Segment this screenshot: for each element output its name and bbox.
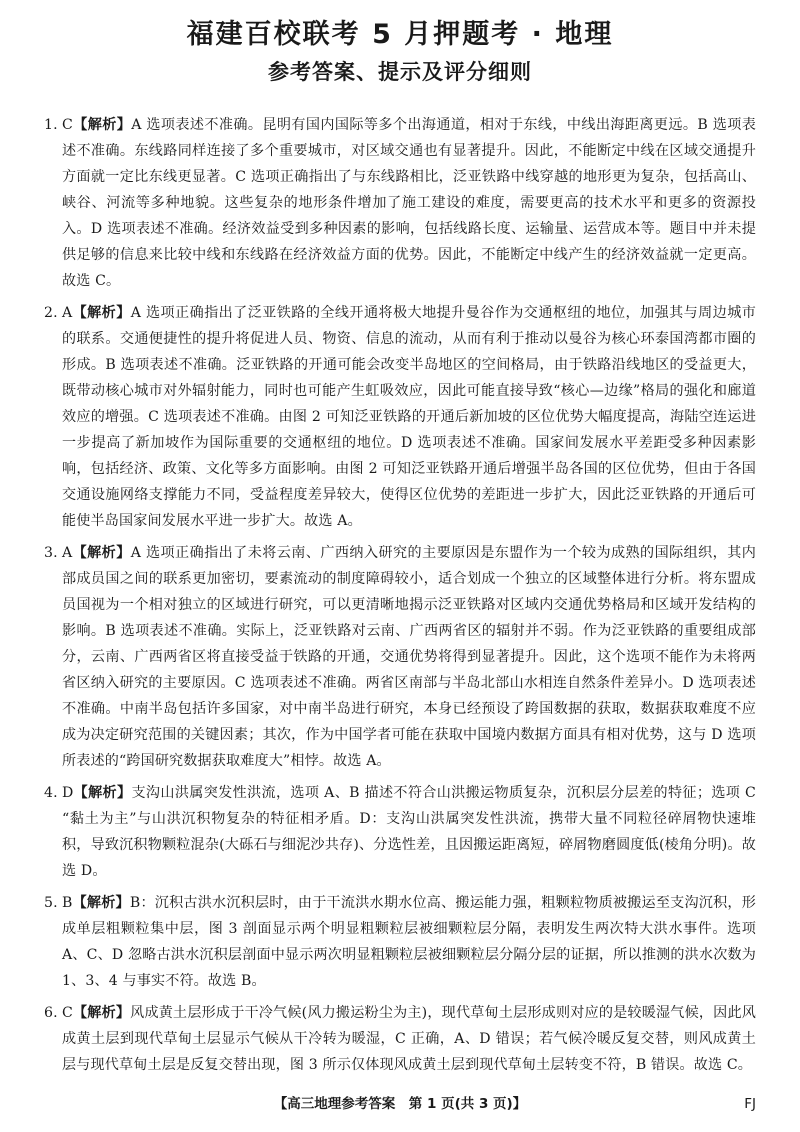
answer-text: 支沟山洪属突发性洪流，选项 A、B 描述不符合山洪搬运物质复杂，沉积层分层差的特征；选项 C “黏土为主”与山洪沉积物复杂的特征相矛盾。D：支沟山洪属突发性洪流，携带大量不同粒径碎屑物快速堆积，导致沉积物颗粒混杂(大砾石与细泥沙共存)、分选性差，且因搬运距离短，碎屑物磨圆度低(棱角分明)。故选 D。 <box>62 785 756 879</box>
answer-choice: A <box>62 305 73 321</box>
answer-number: 3. <box>44 545 58 561</box>
analysis-tag: 【解析】 <box>72 1005 131 1021</box>
page-footer <box>44 1093 756 1115</box>
page-title: 福建百校联考 5 月押题考 · 地理 <box>186 19 614 50</box>
analysis-tag: 【解析】 <box>72 545 131 561</box>
answer-text: A 选项正确指出了泛亚铁路的全线开通将极大地提升曼谷作为交通枢纽的地位，加强其与周边城市的联系。交通便捷性的提升将促进人员、物资、信息的流动，从而有利于推动以曼谷为核心环泰国湾都市圈的形成。B 选项表述不准确。泛亚铁路的开通可能会改变半岛地区的空间格局，由于铁路沿线地区的受益更大，既带动核心城市对外辐射能力，同时也可能产生虹吸效应，因此可能直接导致“核心—边缘”格局的强化和廊道效应的增强。C 选项表述不准确。由图 2 可知泛亚铁路的开通后新加坡的区位优势大幅度提高，海陆空连运进一步提高了新加坡作为国际重要的交通枢纽的地位。D 选项表述不准确。国家间发展水平差距受多种因素影响，包括经济、政策、文化等多方面影响。由图 2 可知泛亚铁路开通后增强半岛各国的区位优势，但由于各国交通设施网络支撑能力不同，受益程度差异较大，使得区位优势的差距进一步扩大，因此泛亚铁路的开通后可能使半岛国家间发展水平进一步扩大。故选 A。 <box>62 305 756 529</box>
answer-number: 1. <box>44 117 58 133</box>
answer-item-1 <box>44 112 756 294</box>
footer-code: FJ <box>744 1096 756 1112</box>
footer-page-info: 【高三地理参考答案 第 1 页(共 3 页)】 <box>273 1096 527 1112</box>
answer-choice: A <box>62 545 73 561</box>
analysis-tag: 【解析】 <box>72 117 132 133</box>
answer-number: 4. <box>44 785 58 801</box>
answer-choice: B <box>62 895 73 911</box>
answer-item-3 <box>44 540 756 774</box>
page-subtitle: 参考答案、提示及评分细则 <box>268 60 532 84</box>
analysis-tag: 【解析】 <box>72 305 131 321</box>
answer-list <box>44 112 756 1078</box>
answer-number: 2. <box>44 305 58 321</box>
answer-choice: C <box>62 1005 73 1021</box>
answer-text: B：沉积古洪水沉积层时，由于干流洪水期水位高、搬运能力强，粗颗粒物质被搬运至支沟沉积，形成单层粗颗粒集中层，图 3 剖面显示两个明显粗颗粒层被细颗粒层分隔，表明发生两次特大洪水事件。选项 A、C、D 忽略古洪水沉积层剖面中显示两次明显粗颗粒层被细颗粒层分隔分层的证据，所以推测的洪水次数为 1、3、4 与事实不符。故选 B。 <box>62 895 756 989</box>
analysis-tag: 【解析】 <box>72 895 130 911</box>
analysis-tag: 【解析】 <box>73 785 132 801</box>
answer-item-2 <box>44 300 756 534</box>
answer-item-6 <box>44 1000 756 1078</box>
answer-item-5 <box>44 890 756 994</box>
answer-number: 5. <box>44 895 58 911</box>
answer-item-4 <box>44 780 756 884</box>
answer-text: A 选项正确指出了未将云南、广西纳入研究的主要原因是东盟作为一个较为成熟的国际组织，其内部成员国之间的联系更加密切，要素流动的制度障碍较小，适合划成一个独立的区域整体进行分析。将东盟成员国视为一个相对独立的区域进行研究，可以更清晰地揭示泛亚铁路对区域内交通优势格局和区域开发结构的影响。B 选项表述不准确。实际上，泛亚铁路对云南、广西两省区的辐射并不弱。作为泛亚铁路的重要组成部分，云南、广西两省区将直接受益于铁路的开通，交通优势将得到显著提升。因此，这个选项不能作为未将两省区纳入研究的主要原因。C 选项表述不准确。两省区南部与半岛北部山水相连自然条件差异小。D 选项表述不准确。中南半岛包括许多国家，对中南半岛进行研究，本身已经预设了跨国数据的获取，数据获取难度不应成为决定研究范围的关键因素；其次，作为中国学者可能在获取中国境内数据方面具有相对优势，这与 D 选项所表述的“跨国研究数据获取难度大”相悖。故选 A。 <box>62 545 756 769</box>
answer-choice: C <box>62 117 73 133</box>
answer-choice: D <box>62 785 74 801</box>
answer-text: 风成黄土层形成于干冷气候(风力搬运粉尘为主)，现代草甸土层形成则对应的是较暖湿气候，因此风成黄土层到现代草甸土层显示气候从干冷转为暖湿，C 正确，A、D 错误；若气候冷暖反复交替，则风成黄土层与现代草甸土层是反复交替出现，图 3 所示仅体现风成黄土层到现代草甸土层转变不符，B 错误。故选 C。 <box>62 1005 756 1073</box>
answer-number: 6. <box>44 1005 58 1021</box>
answer-text: A 选项表述不准确。昆明有国内国际等多个出海通道，相对于东线，中线出海距离更远。B 选项表述不准确。东线路同样连接了多个重要城市，对区域交通也有显著提升。因此，不能断定中线在区域交通提升方面就一定比东线更显著。C 选项正确指出了与东线路相比，泛亚铁路中线穿越的地形更为复杂，包括高山、峡谷、河流等多种地貌。这些复杂的地形条件增加了施工建设的难度，需要更高的技术水平和更多的资源投入。D 选项表述不准确。经济效益受到多种因素的影响，包括线路长度、运输量、运营成本等。题目中并未提供足够的信息来比较中线和东线路在经济效益方面的优势。因此，不能断定中线产生的经济效益就一定更高。故选 C。 <box>62 117 756 289</box>
